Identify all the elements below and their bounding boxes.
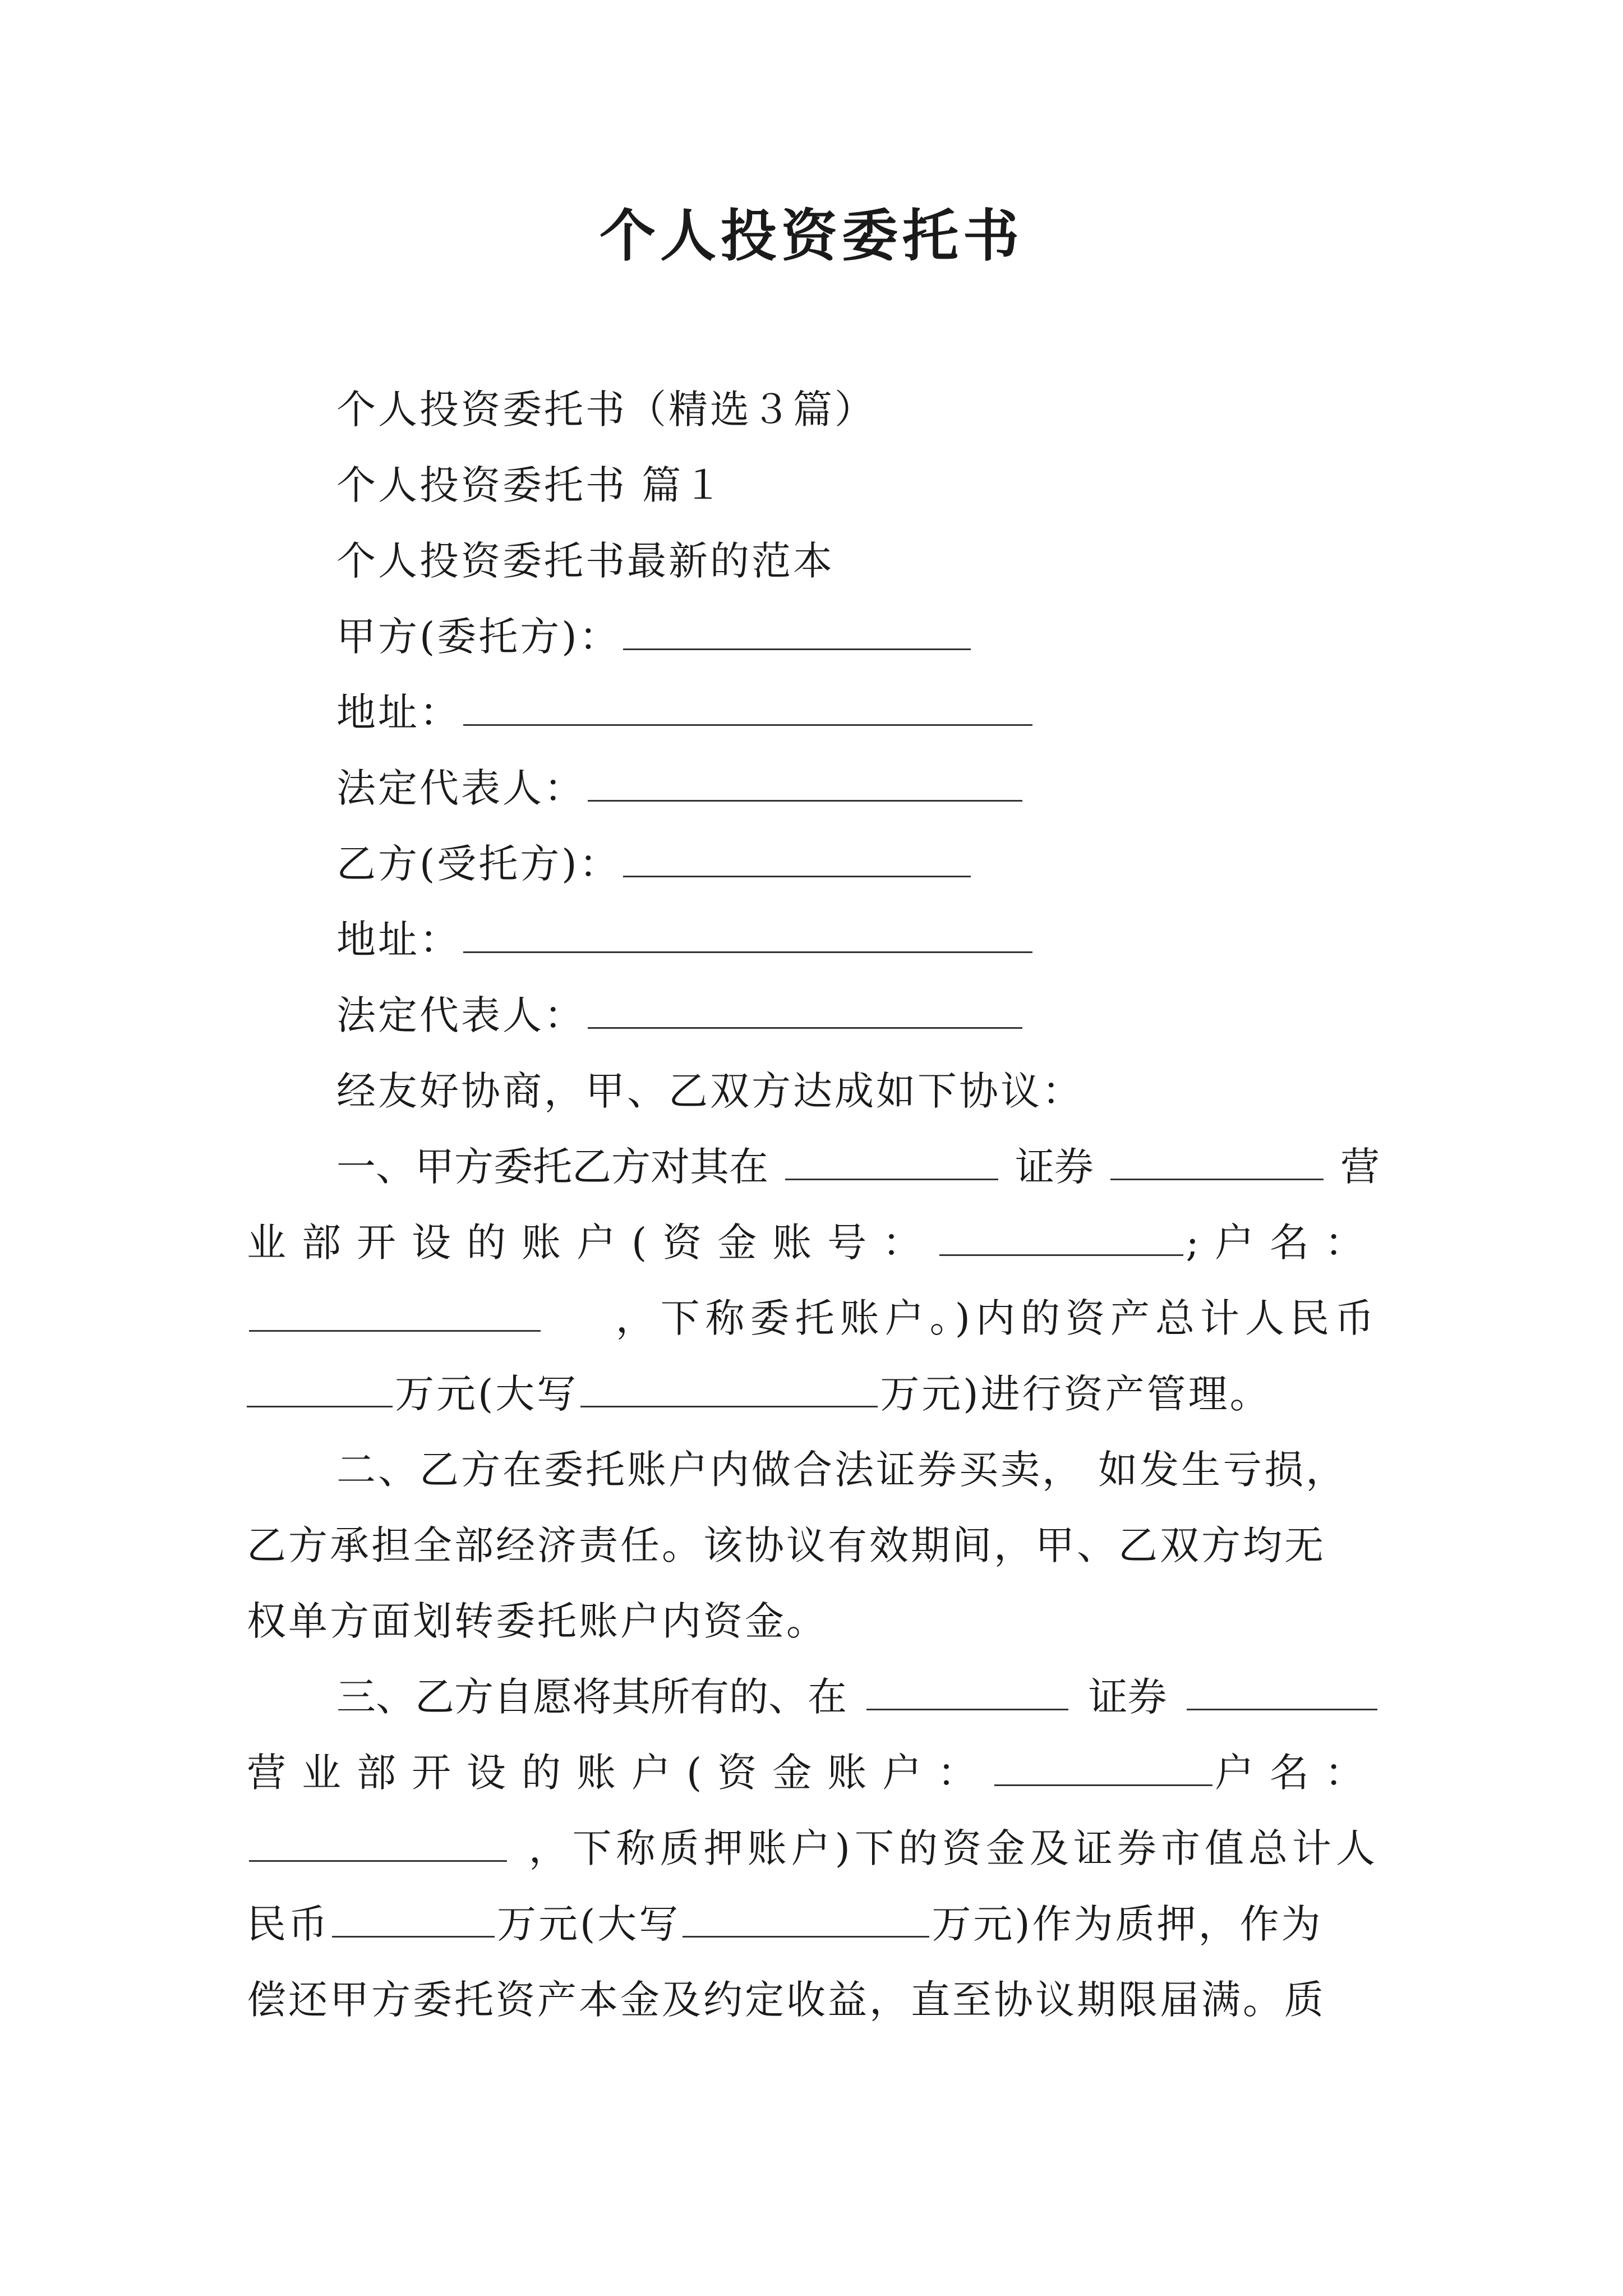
clause1-blank: [580, 1369, 878, 1407]
address-b-blank: [463, 914, 1032, 953]
clause3-line4: [247, 1896, 1323, 1952]
clause2-line2: 乙方承担全部经济责任。该协议有效期间，甲、乙双方均无: [247, 1522, 1326, 1568]
agreement-intro: 经友好协商，甲、乙双方达成如下协议：: [336, 1068, 1083, 1114]
address-a-blank: [463, 687, 1032, 726]
clause3-line1: [336, 1669, 1380, 1725]
clause1-line1: [336, 1139, 1380, 1195]
address-label: 地址：: [336, 917, 461, 963]
clause3-text: 三、乙方自愿将其所有的、在: [336, 1674, 847, 1720]
party-a-label: 甲方(委托方)：: [336, 614, 621, 660]
party-a-blank: [623, 611, 971, 650]
section-heading: 个人投资委托书 篇１: [336, 462, 725, 508]
clause3-text: ，下称质押账户)下的资金及证券市值总计人: [528, 1825, 1380, 1871]
clause1-blank: [247, 1369, 393, 1407]
address-a-line: [336, 684, 1035, 740]
clause3-blank: [866, 1672, 1068, 1710]
clause3-text: 证券: [1088, 1674, 1167, 1720]
clause3-line5: 偿还甲方委托资产本金及约定收益，直至协议期限届满。质: [247, 1977, 1326, 2023]
party-b-blank: [623, 839, 971, 877]
legal-rep-a-line: [336, 760, 1025, 816]
clause3-text: 民币: [247, 1901, 330, 1947]
clause3-blank: [1187, 1672, 1377, 1710]
clause1-blank: [939, 1217, 1183, 1256]
clause1-line2: [247, 1214, 1380, 1271]
legal-rep-b-blank: [588, 990, 1022, 1029]
clause1-text: 业部开设的账户(资金账号：: [247, 1220, 938, 1266]
clause2-line1: 二、乙方在委托账户内做合法证券买卖， 如发生亏损，: [336, 1447, 1348, 1493]
party-a-line: [336, 609, 973, 665]
clause3-text: 户名：: [1215, 1750, 1380, 1796]
clause3-text: 营业部开设的账户(资金账户：: [247, 1750, 993, 1796]
clause3-blank: [332, 1899, 495, 1938]
clause1-text: 万元(大写: [395, 1371, 579, 1417]
legal-rep-a-blank: [588, 763, 1022, 802]
clause1-text: 营: [1340, 1144, 1380, 1190]
clause3-text: 万元(大写: [497, 1901, 681, 1947]
address-label: 地址：: [336, 689, 461, 735]
clause1-blank: [785, 1142, 998, 1180]
party-b-line: [336, 836, 973, 892]
subtitle: 个人投资委托书（精选３篇）: [336, 386, 876, 432]
party-b-label: 乙方(受托方)：: [336, 841, 621, 887]
clause1-text: 万元)进行资产管理。: [880, 1371, 1271, 1417]
clause1-text: 一、甲方委托乙方对其在: [336, 1144, 768, 1190]
clause1-text: ;户名：: [1186, 1220, 1380, 1266]
clause1-blank: [1110, 1142, 1324, 1180]
clause3-line3: [247, 1820, 1380, 1876]
clause3-blank: [249, 1823, 507, 1862]
clause3-blank: [994, 1747, 1212, 1786]
document-title: 个人投资委托书: [600, 203, 1023, 269]
clause1-text: 证券: [1015, 1144, 1094, 1190]
legal-rep-label: 法定代表人：: [336, 992, 585, 1038]
clause3-text: 万元)作为质押，作为: [932, 1901, 1323, 1947]
clause3-blank: [683, 1899, 929, 1938]
clause1-line3: [247, 1290, 1380, 1346]
clause1-text: ，下称委托账户。)内的资产总计人民币: [615, 1295, 1380, 1341]
clause3-line2: [247, 1745, 1380, 1801]
clause2-line3: 权单方面划转委托账户内资金。: [247, 1598, 828, 1644]
legal-rep-label: 法定代表人：: [336, 765, 585, 811]
legal-rep-b-line: [336, 987, 1025, 1043]
clause1-blank: [249, 1293, 541, 1332]
intro-line: 个人投资委托书最新的范本: [336, 538, 834, 584]
address-b-line: [336, 912, 1035, 968]
clause1-line4: [247, 1366, 1271, 1422]
